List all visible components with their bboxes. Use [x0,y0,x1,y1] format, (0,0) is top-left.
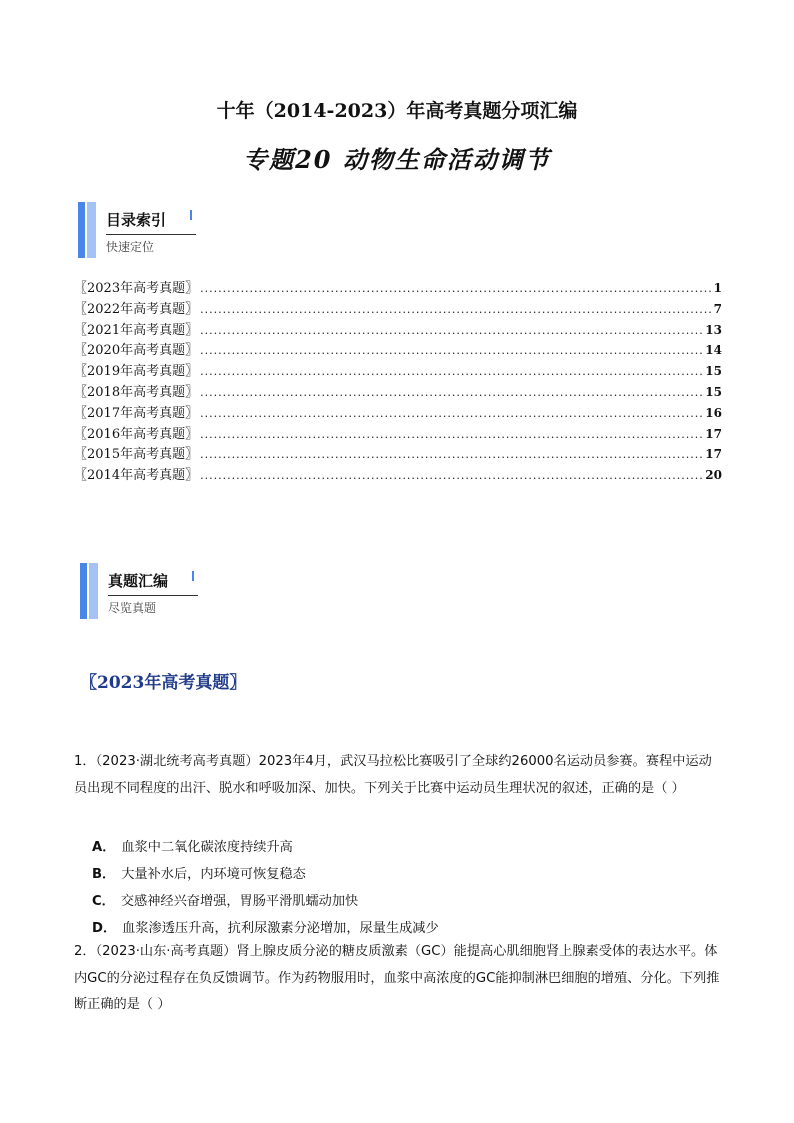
toc-leader [200,386,703,399]
toc-section-subtitle: 快速定位 [106,240,155,254]
toc-leader [200,282,712,295]
toc-leader [200,428,703,441]
section-mark-icon [192,571,194,581]
toc-leader [200,407,703,420]
year-heading: 〖2023年高考真题〗 [80,673,247,693]
toc-entry-page: 17 [705,426,722,441]
option-text: 血浆中二氧化碳浓度持续升高 [121,840,293,855]
toc-entry[interactable] [74,423,722,444]
option-letter: B． [92,867,116,882]
question-1-option-b[interactable] [92,863,306,882]
toc-entry[interactable] [74,464,722,485]
question-1-option-a[interactable] [92,836,293,855]
section-bar-dark [80,563,87,619]
toc-entry-label: 〖2022年高考真题〗 [74,301,199,317]
toc-entry-page: 16 [705,405,722,420]
toc-entry-label: 〖2021年高考真题〗 [74,322,199,338]
section-bar-dark [78,202,85,258]
toc-entry[interactable] [74,381,722,402]
questions-section-title: 真题汇编 [108,572,169,590]
option-text: 大量补水后，内环境可恢复稳态 [121,867,306,882]
toc-entry-label: 〖2016年高考真题〗 [74,426,199,442]
section-divider [106,234,196,235]
questions-section-header [80,563,240,619]
toc-leader [200,303,712,316]
topic-title: 专题20 动物生命活动调节 [243,145,551,174]
toc-section-title: 目录索引 [106,211,167,229]
option-text: 血浆渗透压升高，抗利尿激素分泌增加，尿量生成减少 [122,921,439,936]
toc-leader [200,469,703,482]
toc-entry-page: 17 [705,447,722,462]
toc-entry-label: 〖2017年高考真题〗 [74,405,199,421]
question-1-option-d[interactable] [92,917,439,936]
toc-entry[interactable] [74,339,722,360]
toc-entry-page: 13 [705,322,722,337]
option-letter: C． [92,894,115,909]
collection-title: 十年（2014-2023）年高考真题分项汇编 [216,100,578,122]
toc-entry[interactable] [74,360,722,381]
toc-entry-label: 〖2014年高考真题〗 [74,468,199,484]
toc-leader [200,344,703,357]
toc-entry-label: 〖2015年高考真题〗 [74,447,199,463]
toc-entry-label: 〖2020年高考真题〗 [74,343,199,359]
option-text: 交感神经兴奋增强，胃肠平滑肌蠕动加快 [120,894,359,909]
toc-entry[interactable] [74,443,722,464]
toc-entry[interactable] [74,277,722,298]
toc-entry[interactable] [74,319,722,340]
questions-section-subtitle: 尽览真题 [108,601,157,615]
option-letter: D． [92,921,117,936]
toc-entry-page: 1 [713,281,722,295]
toc-entry[interactable] [74,298,722,319]
toc-entry-page: 15 [705,384,722,399]
toc-entry[interactable] [74,402,722,423]
toc-leader [200,448,703,461]
question-1-text: 1．（2023·湖北统考高考真题）2023年4月，武汉马拉松比赛吸引了全球约26000名运动员参赛。赛程中运动员出现不同程度的出汗、脱水和呼吸加深、加快。下列关于比赛中运动员生理状况的叙述，正确的是（ ） [74,754,712,796]
toc-section-header [78,202,238,258]
section-bar-light [89,563,98,619]
toc-entry-label: 〖2018年高考真题〗 [74,384,199,400]
section-divider [108,595,198,596]
toc-leader [200,365,703,378]
section-bar-light [87,202,96,258]
toc-entry-page: 20 [705,468,722,483]
toc-entry-label: 〖2019年高考真题〗 [74,364,199,380]
toc-leader [200,324,703,337]
option-letter: A． [92,840,116,855]
section-mark-icon [190,210,192,220]
question-1-option-c[interactable] [92,890,358,909]
toc-entry-page: 14 [705,343,722,358]
toc-entry-page: 7 [713,301,722,316]
toc-entry-label: 〖2023年高考真题〗 [74,281,199,296]
table-of-contents [74,277,722,485]
toc-entry-page: 15 [705,364,722,379]
question-2-text: 2．（2023·山东·高考真题）肾上腺皮质分泌的糖皮质激素（GC）能提高心肌细胞肾上腺素受体的表达水平。体内GC的分泌过程存在负反馈调节。作为药物服用时，血浆中高浓度的GC能抑制淋巴细胞的增殖、分化。下列推断正确的是（ ） [74,944,720,1012]
